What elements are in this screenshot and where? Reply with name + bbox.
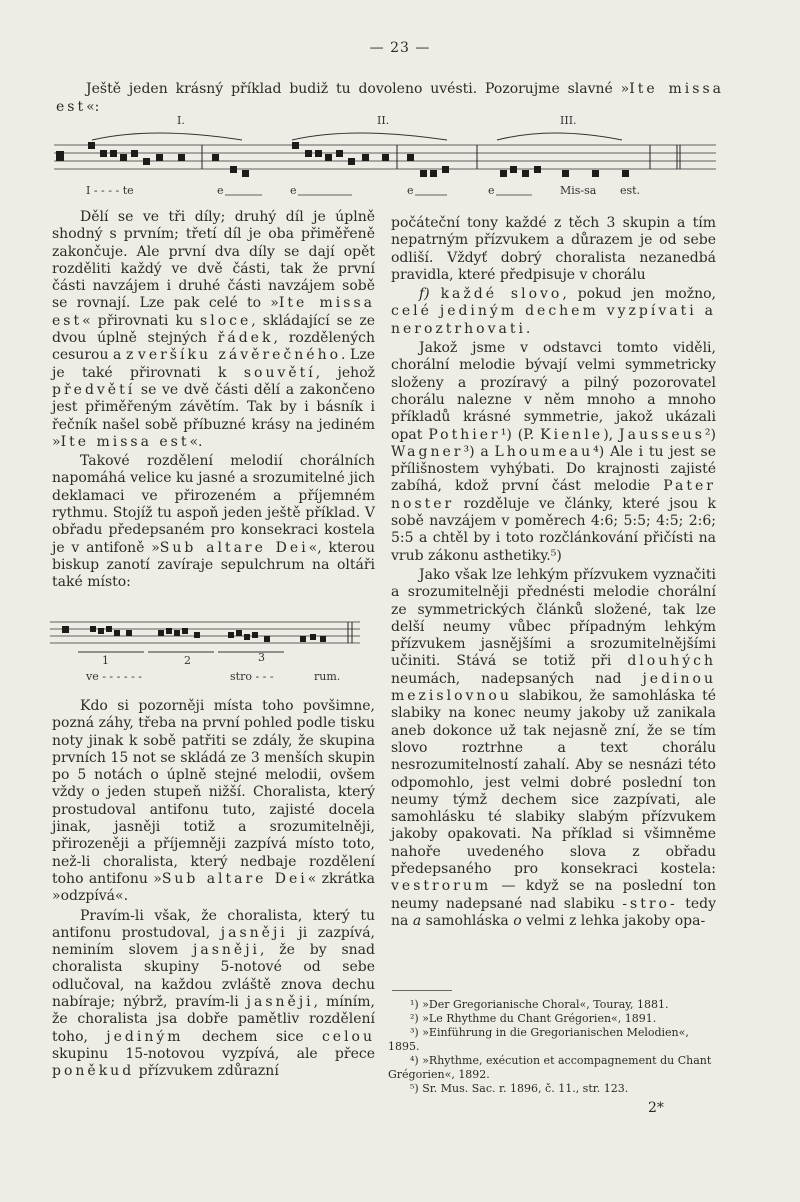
syllable-stro: stro - - - [230,670,274,683]
syllable-ite: I - - - - te [86,184,134,197]
syllable-ve: ve - - - - - - [86,670,143,683]
syllable-e-4: e [488,184,495,197]
chant-staff-ite-missa-est [52,112,722,202]
footnote-3: ³) »Einführung in die Gregorianischen Melodien«, 1895. [388,1026,689,1053]
footnote-2: ²) »Le Rhythme du Chant Grégorien«, 1891. [410,1012,657,1025]
left-column-lower: Kdo si pozorněji místa toho povšimne, pozná záhy, třeba na první pohled podle tisku noty jinak k sobě patřiti se zdály, že skupina prvních 15 not se skládá ze 3 menších skupin po 5 notách o úplně stejné melodii, ovšem vždy o jeden stupeň nižší. Choralista, který prostudoval antifonu tuto, zajisté docela jinak, jasněji totiž a srozumitelněji, přirozeněji a příjemněji zazpívá místo toto, než-li choralista, který nedbaje rozdělení toho antifonu »Sub altare Dei« zkrátka »odzpívá«. Pravím-li však, že choralista, který tu antifonu prostudoval, jasněji ji zazpívá, neminím slovem jasněji, že by snad choralista skupiny 5-notové od sebe odlučoval, na každou zvláště znova dechu nabíraje; nýbrž, pravím-li jasněji, míním, že choralista jsa dobře pamětliv rozdělení toho, jediným dechem sice celou skupinu 15-notovou vyzpívá, ale přece poněkud přízvukem zdůrazní [52,698,376,1080]
group-number-2: 2 [184,654,191,667]
footnote-4: ⁴) »Rhythme, exécution et accompagnement du Chant Grégorien«, 1892. [388,1054,712,1081]
group-number-1: 1 [102,654,109,667]
syllable-rum: rum. [314,670,341,683]
signature-mark: 2* [648,1100,664,1116]
footnotes [388,998,716,1096]
syllable-est: est. [620,184,641,197]
section-label-2: II. [377,114,390,127]
section-label-1: I. [177,114,185,127]
intro-paragraph: Ještě jeden krásný příklad budiž tu dovoleno uvésti. Pozorujme slavné »Ite missa est«: [56,81,724,115]
syllable-e-3: e [407,184,414,197]
right-column: počáteční tony každé z těch 3 skupin a tím nepatrným přízvukem a důrazem je od sebe odliší. Vždyť dobrý choralista nezanedbá pravidla, které předpisuje v chorálu f) každé slovo, pokud jen možno, celé jediným dechem vyzpívati a neroztrhovati. Jakož jsme v odstavci tomto viděli, chorální melodie bývají velmi symmetricky složeny a prozíravý a pilný pozorovatel chorálu nalezne v něm mnoho a mnoho příkladů krásné symmetrie, jakož ukázali opat Pothier¹) (P. Kienle), Jausseus²) Wagner³) a Lhoumeau⁴) Ale i tu jest se přílišnostem vyhýbati. Do krajnosti zajisté zabíhá, kdož první část melodie Pater noster rozděluje ve články, které jsou k sobě navzájem v poměrech 4:6; 5:5; 4:5; 2:6; 5:5 a chtěl by i toto rozčlánkování přičísti na vrub zákonu asthetiky.⁵) Jako však lze lehkým přízvukem vyznačiti a srozumitelněji přednésti melodie chorální ze symmetrických článků složené, tak lze delší neumy vůbec případným lehkým přízvukem jasnějšími a srozumitelnějšími učiniti. Stává se totiž při dlouhých neumách, nadepsaných nad jedinou mezislovnou slabikou, že samohláska té slabiky na konec neumy jakoby už zanikala aneb dokonce už tak nejasně zní, že se tím slovo roztrhne a text chorálu nesrozumitelností zahalí. Aby se nesnázi této odpomohlo, jest velmi dobré poslední ton neumy týmž dechem sice zazpívati, ale samohlásku té slabiky slabým přízvukem jakoby opakovati. Na příklad si všimněme nahoře uvedeného slova z obřadu předepsaného pro konsekraci kostela: vestrorum — když se na poslední ton neumy nadepsané nad slabiku -stro- tedy na a samohláska o velmi z lehka jakoby opa- [391,215,717,929]
syllable-e-1: e [217,184,224,197]
group-number-3: 3 [258,651,265,664]
left-column-upper: Dělí se ve tři díly; druhý díl je úplně shodný s prvním; třetí díl je oba přiměřeně zakončuje. Ale první dva díly se dají opět rozděliti každý ve dvě části, tak že první části navzájem i druhé části navzájem sobě se rovnají. Lze pak celé to »Ite missa est« přirovnati ku sloce, skládající se ze dvou úplně stejných řádek, rozdělených cesurou a z veršíku závěrečného. Lze je také přirovnati k souvětí, jehož předvětí se ve dvě části dělí a zakončeno jest přiměřeným závětím. Tak by i básník i řečník našel sobě příbuzné krásy na jediném »Ite missa est«. Takové rozdělení melodií chorálních napomáhá velice ku jasné a srozumitelné jich deklamaci ve přirozeném a příjemném rythmu. Stojíž tu aspoň jeden ještě příklad. V obřadu předepsaném pro konsekraci kostela je v antifoně »Sub altare Dei«, kterou biskup zanotí zavíraje sepulchrum na oltáři také místo: [52,209,375,591]
footnote-1: ¹) »Der Gregorianische Choral«, Touray, 1881. [410,998,669,1011]
page-number: — 23 — [369,40,431,56]
footnote-rule [392,990,452,991]
chant-staff-vestrorum [48,616,368,686]
footnote-5: ⁵) Sr. Mus. Sac. r. 1896, č. 11., str. 123. [410,1082,629,1095]
syllable-missa: Mis-sa [560,184,597,197]
section-label-3: III. [560,114,577,127]
syllable-e-2: e [290,184,297,197]
